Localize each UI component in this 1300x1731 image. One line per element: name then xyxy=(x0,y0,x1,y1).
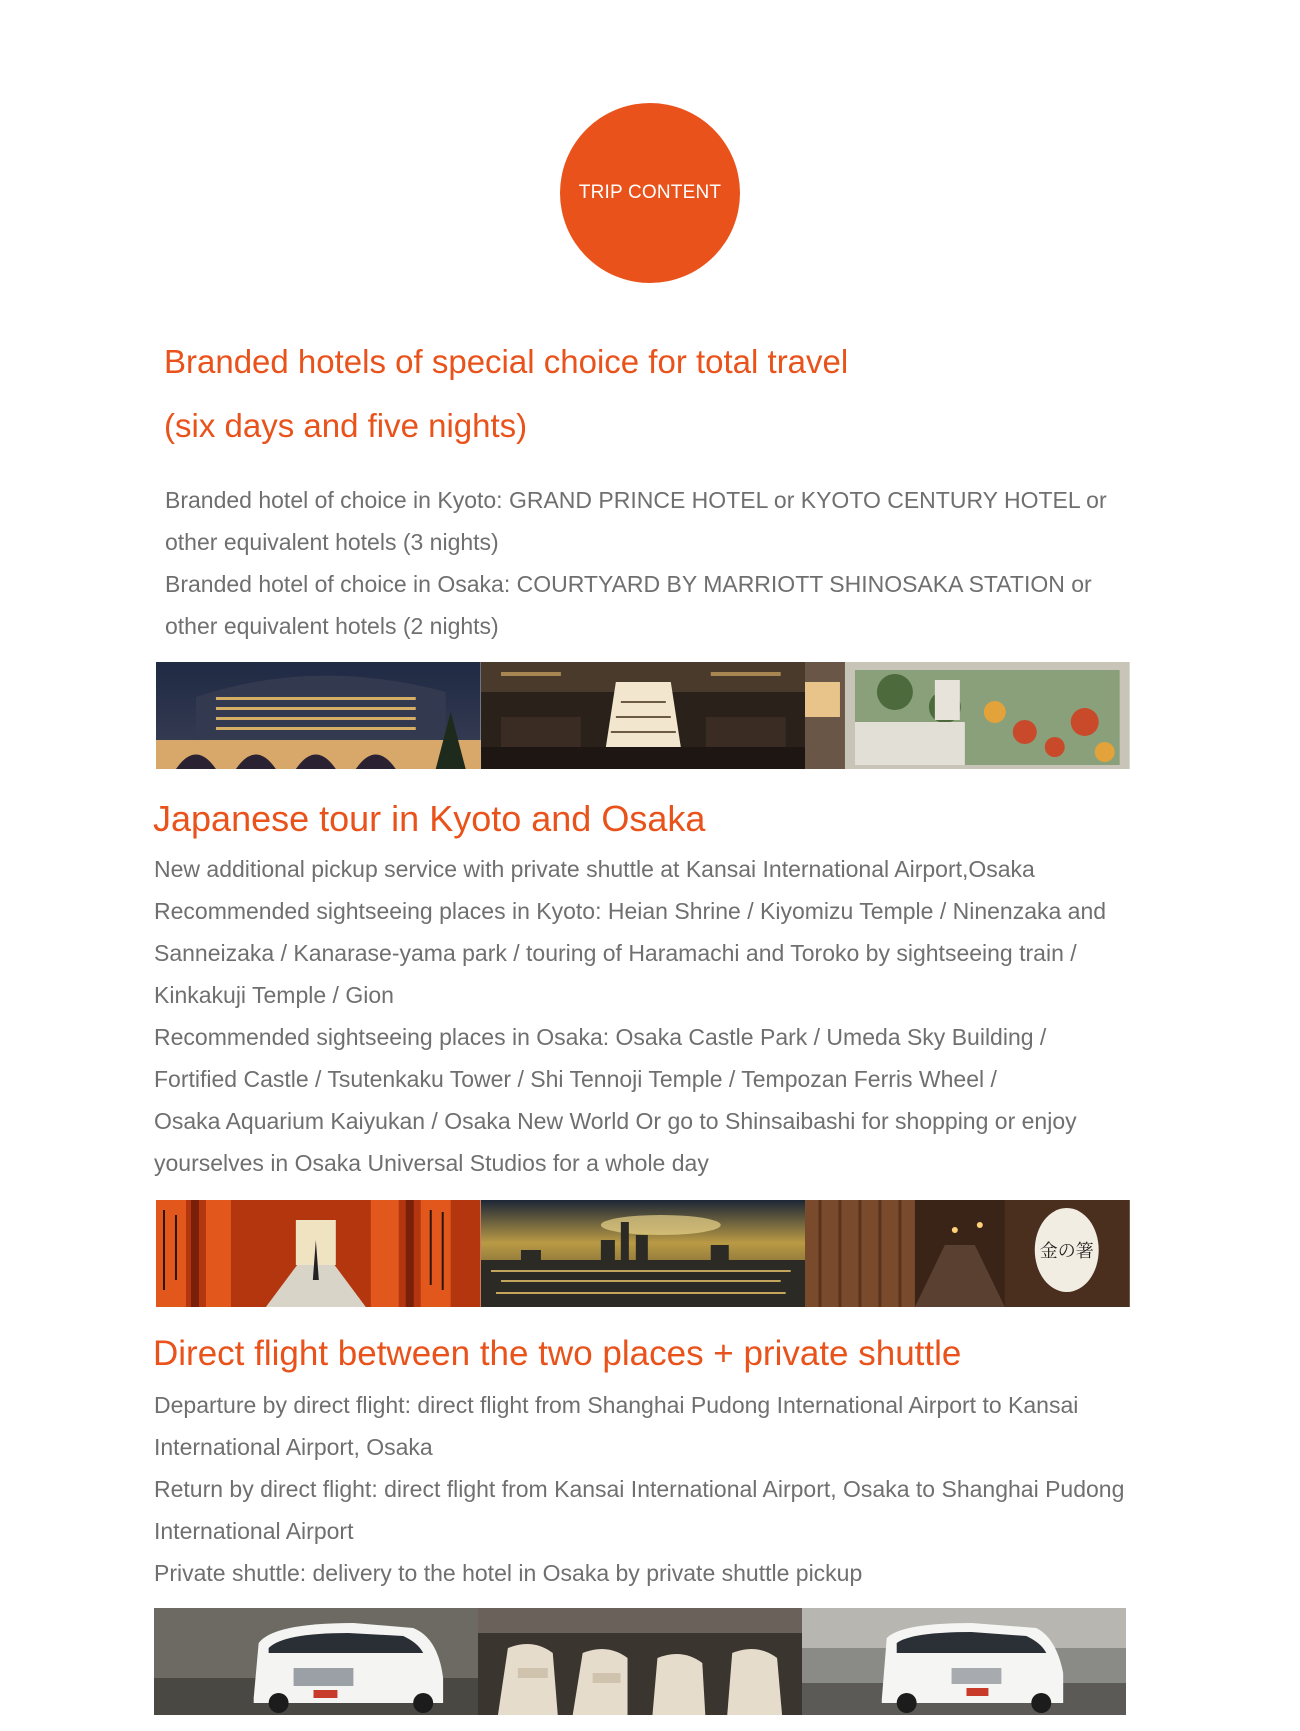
text-line: yourselves in Osaka Universal Studios for a whole day xyxy=(154,1150,709,1176)
city-skyline-photo xyxy=(481,1200,806,1307)
lantern-text: 金の箸 xyxy=(1040,1240,1095,1263)
text-line: Recommended sightseeing places in Kyoto: Heian Shrine / Kiyomizu Temple / Ninenzaka and xyxy=(154,898,1107,924)
text-line: other equivalent hotels (2 nights) xyxy=(165,613,499,639)
shuttle-van-front-photo xyxy=(154,1608,478,1715)
tour-description xyxy=(154,848,1174,1184)
hotel-window-view-photo xyxy=(805,662,1130,769)
hotels-description xyxy=(165,479,1165,647)
shuttle-photo-strip xyxy=(154,1608,1126,1715)
text-line: Osaka Aquarium Kaiyukan / Osaka New World Or go to Shinsaibashi for shopping or enjoy xyxy=(154,1108,1077,1134)
text-line: Return by direct flight: direct flight from Kansai International Airport, Osaka to Shanghai Pudong xyxy=(154,1476,1125,1502)
flight-description xyxy=(154,1384,1184,1594)
torii-gates-photo xyxy=(156,1200,481,1307)
hotels-title-line2: (six days and five nights) xyxy=(164,407,528,444)
text-line: Fortified Castle / Tsutenkaku Tower / Shi Tennoji Temple / Tempozan Ferris Wheel / xyxy=(154,1066,997,1092)
shuttle-van-side-photo xyxy=(802,1608,1126,1715)
text-line: Private shuttle: delivery to the hotel in Osaka by private shuttle pickup xyxy=(154,1560,863,1586)
trip-content-badge xyxy=(560,103,740,283)
hotel-exterior-photo xyxy=(156,662,481,769)
tour-photo-strip xyxy=(156,1200,1130,1307)
text-line: International Airport xyxy=(154,1518,354,1544)
text-line: Recommended sightseeing places in Osaka: Osaka Castle Park / Umeda Sky Building / xyxy=(154,1024,1047,1050)
tour-title: Japanese tour in Kyoto and Osaka xyxy=(153,798,706,839)
text-line: Branded hotel of choice in Kyoto: GRAND PRINCE HOTEL or KYOTO CENTURY HOTEL or xyxy=(165,487,1107,513)
hotel-photo-strip xyxy=(156,662,1130,769)
text-line: Kinkakuji Temple / Gion xyxy=(154,982,394,1008)
shuttle-interior-photo xyxy=(478,1608,802,1715)
text-line: Departure by direct flight: direct flight from Shanghai Pudong International Airport to Kansai xyxy=(154,1392,1079,1418)
hotels-title-line1: Branded hotels of special choice for total travel xyxy=(164,343,849,380)
badge-label: TRIP CONTENT xyxy=(578,182,722,203)
text-line: New additional pickup service with private shuttle at Kansai International Airport,Osaka xyxy=(154,856,1035,882)
flight-title: Direct flight between the two places + private shuttle xyxy=(153,1334,962,1373)
hotel-lobby-photo xyxy=(481,662,806,769)
text-line: Branded hotel of choice in Osaka: COURTYARD BY MARRIOTT SHINOSAKA STATION or xyxy=(165,571,1092,597)
text-line: International Airport, Osaka xyxy=(154,1434,433,1460)
text-line: Sanneizaka / Kanarase-yama park / touring of Haramachi and Toroko by sightseeing train / xyxy=(154,940,1077,966)
text-line: other equivalent hotels (3 nights) xyxy=(165,529,499,555)
lantern-alley-photo xyxy=(805,1200,1130,1307)
